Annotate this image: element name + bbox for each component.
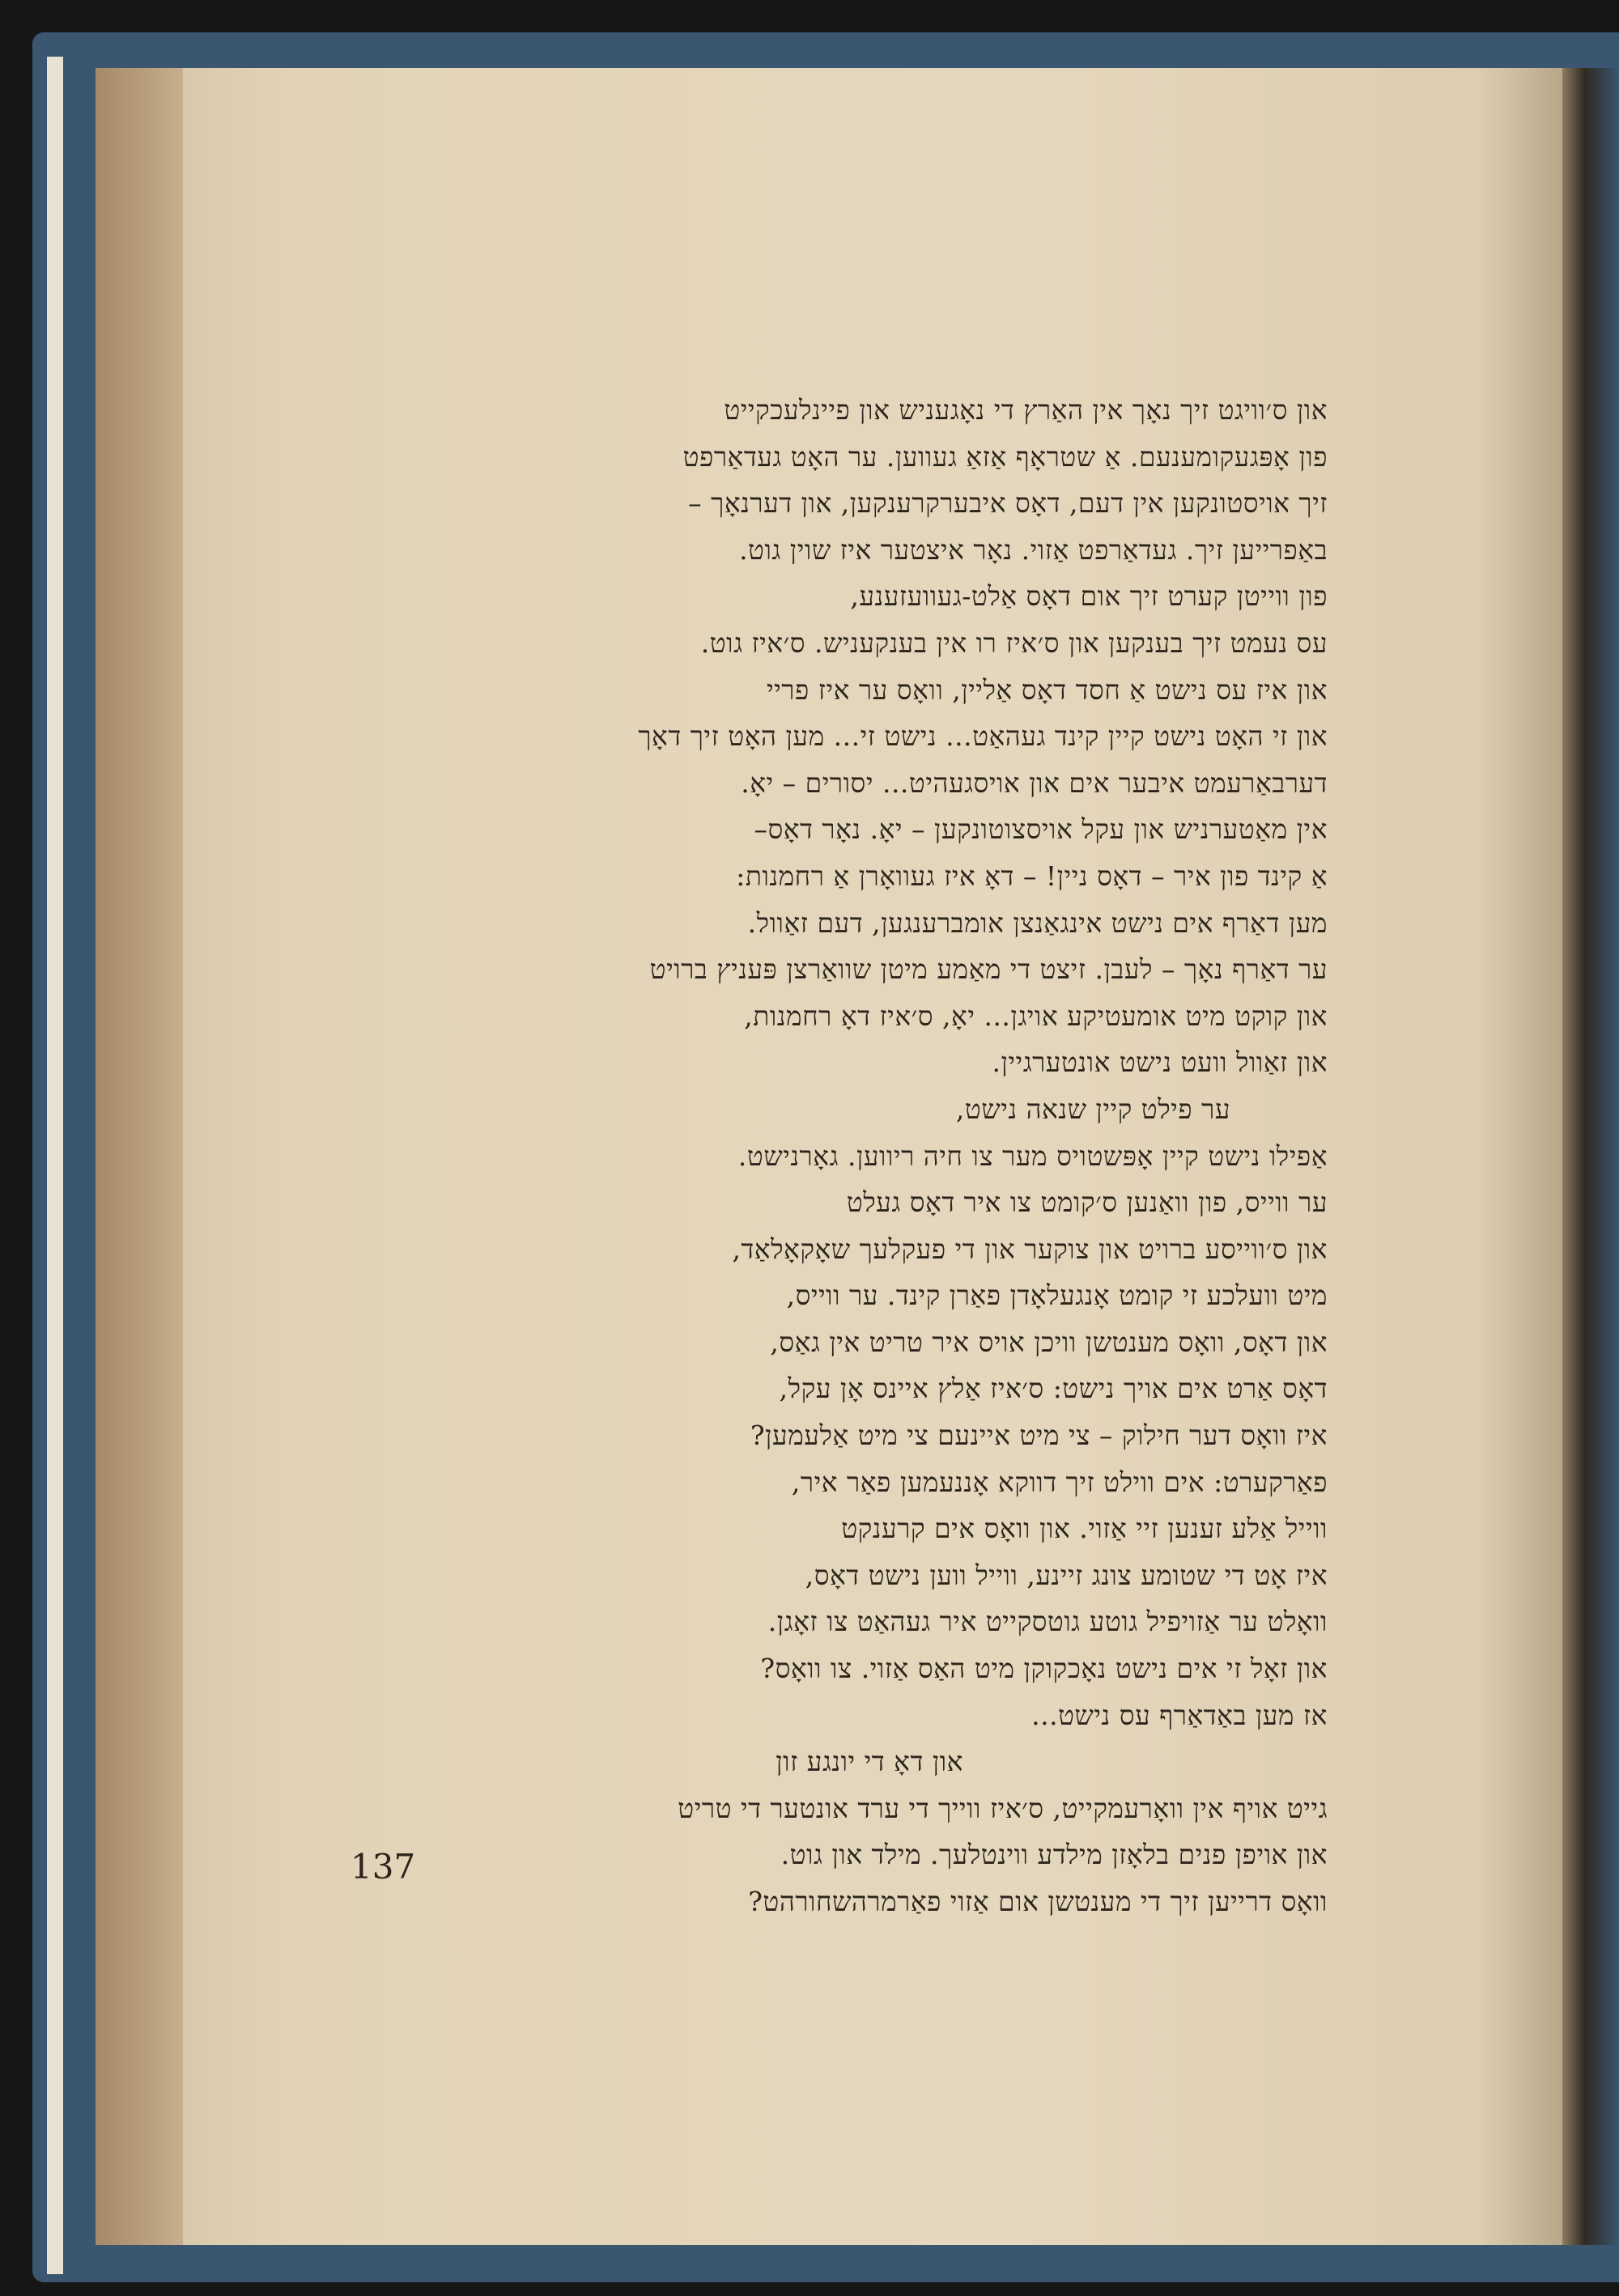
text-line: אַ קינד פון איר – דאָס ניין! – דאָ איז געוואָרן אַ רחמנות: bbox=[736, 859, 1328, 892]
text-line: און זאַוול וועט נישט אונטערגיין. bbox=[992, 1046, 1328, 1079]
text-line: זיך אויסטונקען אין דעם, דאָס איבערקרענקען, און דערנאָך – bbox=[688, 487, 1328, 520]
text-line: מען דאַרף אים נישט אינגאַנצן אומברענגען, דעם זאַוול. bbox=[747, 906, 1328, 939]
text-line: עס נעמט זיך בענקען און ס׳איז רו אין בענקעניש. ס׳איז גוט. bbox=[700, 626, 1328, 659]
binding-gutter bbox=[96, 68, 185, 2245]
text-line: גייט אויף אין וואָרעמקייט, ס׳איז ווייך די ערד אונטער די טריט bbox=[678, 1792, 1328, 1824]
page-edges bbox=[47, 57, 63, 2274]
text-line: און דאָ די יונגע זון bbox=[776, 1746, 963, 1778]
text-line: ווייל אַלע זענען זיי אַזוי. און וואָס אים קרענקט bbox=[841, 1513, 1328, 1545]
text-line: ער פילט קיין שנאה נישט, bbox=[955, 1093, 1230, 1125]
text-line: און זאָל זי אים נישט נאָכקוקן מיט האַס אַזוי. צו וואָס? bbox=[760, 1653, 1328, 1685]
text-line: וואָס דרייען זיך די מענטשן אום אַזוי פאַרמרהשחורהט? bbox=[748, 1886, 1328, 1917]
text-line: אין מאַטערניש און עקל אויסצוטונקען – יאָ. נאָר דאָס– bbox=[754, 813, 1328, 846]
text-line: דאָס אַרט אים אויך נישט: ס׳איז אַלץ איינס אָן עקל, bbox=[779, 1373, 1328, 1405]
text-line: און דאָס, וואָס מענטשן וויכן אויס איר טריט אין גאַס, bbox=[770, 1326, 1328, 1358]
text-line: און ס׳וויגט זיך נאָך אין האַרץ די נאָגעניש און פיינלעכקייט bbox=[724, 394, 1328, 426]
text-line: פון ווייטן קערט זיך אום דאָס אַלט-געוועזענע, bbox=[850, 580, 1328, 613]
text-line: און איז עס נישט אַ חסד דאָס אַליין, וואָס ער איז פריי bbox=[766, 673, 1328, 706]
text-line: מיט וועלכע זי קומט אָנגעלאָדן פאַרן קינד. ער ווייס, bbox=[786, 1280, 1328, 1312]
text-line: איז אָט די שטומע צונג זיינע, ווייל ווען נישט דאָס, bbox=[805, 1559, 1328, 1591]
text-line: פאַרקערט: אים ווילט זיך דווקא אָננעמען פאַר איר, bbox=[791, 1466, 1328, 1498]
text-line: און אויפן פנים בלאָזן מילדע ווינטלעך. מילד און גוט. bbox=[780, 1839, 1328, 1871]
text-line: וואָלט ער אַזויפיל גוטע גוטסקייט איר געהאַט צו זאָגן. bbox=[767, 1606, 1328, 1638]
page-number: 137 bbox=[351, 1847, 416, 1886]
text-line: פון אָפּגעקומענעם. אַ שטראָף אַזאַ געווען. ער האָט געדאַרפט bbox=[682, 440, 1328, 473]
text-line: ער דאַרף נאָך – לעבן. זיצט די מאַמע מיטן שוואַרצן פּעניץ ברויט bbox=[649, 953, 1328, 986]
text-line: דערבאַרעמט איבער אים און אויסגעהיט... יסורים – יאָ. bbox=[741, 766, 1328, 799]
text-line: איז וואָס דער חילוק – צי מיט איינעם צי מיט אַלעמען? bbox=[750, 1420, 1328, 1452]
text-line: און קוקט מיט אומעטיקע אויגן... יאָ, ס׳איז דאָ רחמנות, bbox=[744, 999, 1328, 1032]
text-line: און זי האָט נישט קיין קינד געהאַט... נישט זי... מען האָט זיך דאָך bbox=[638, 720, 1328, 753]
text-line: אַפילו נישט קיין אָפּשטויס מער צו חיה ריווען. גאָרנישט. bbox=[737, 1140, 1328, 1172]
page-text bbox=[372, 387, 1328, 1925]
text-line: אז מען באַדאַרף עס נישט... bbox=[1031, 1699, 1328, 1731]
text-line: ער ווייס, פון וואַנען ס׳קומט צו איר דאָס געלט bbox=[846, 1186, 1328, 1219]
page-fold-shadow bbox=[1562, 68, 1619, 2245]
text-line: באַפרייען זיך. געדאַרפט אַזוי. נאָר איצטער איז שוין גוט. bbox=[739, 533, 1328, 566]
text-line: און ס׳ווייסע ברויט און צוקער און די פעקלעך שאָקאָלאַד, bbox=[732, 1233, 1328, 1265]
